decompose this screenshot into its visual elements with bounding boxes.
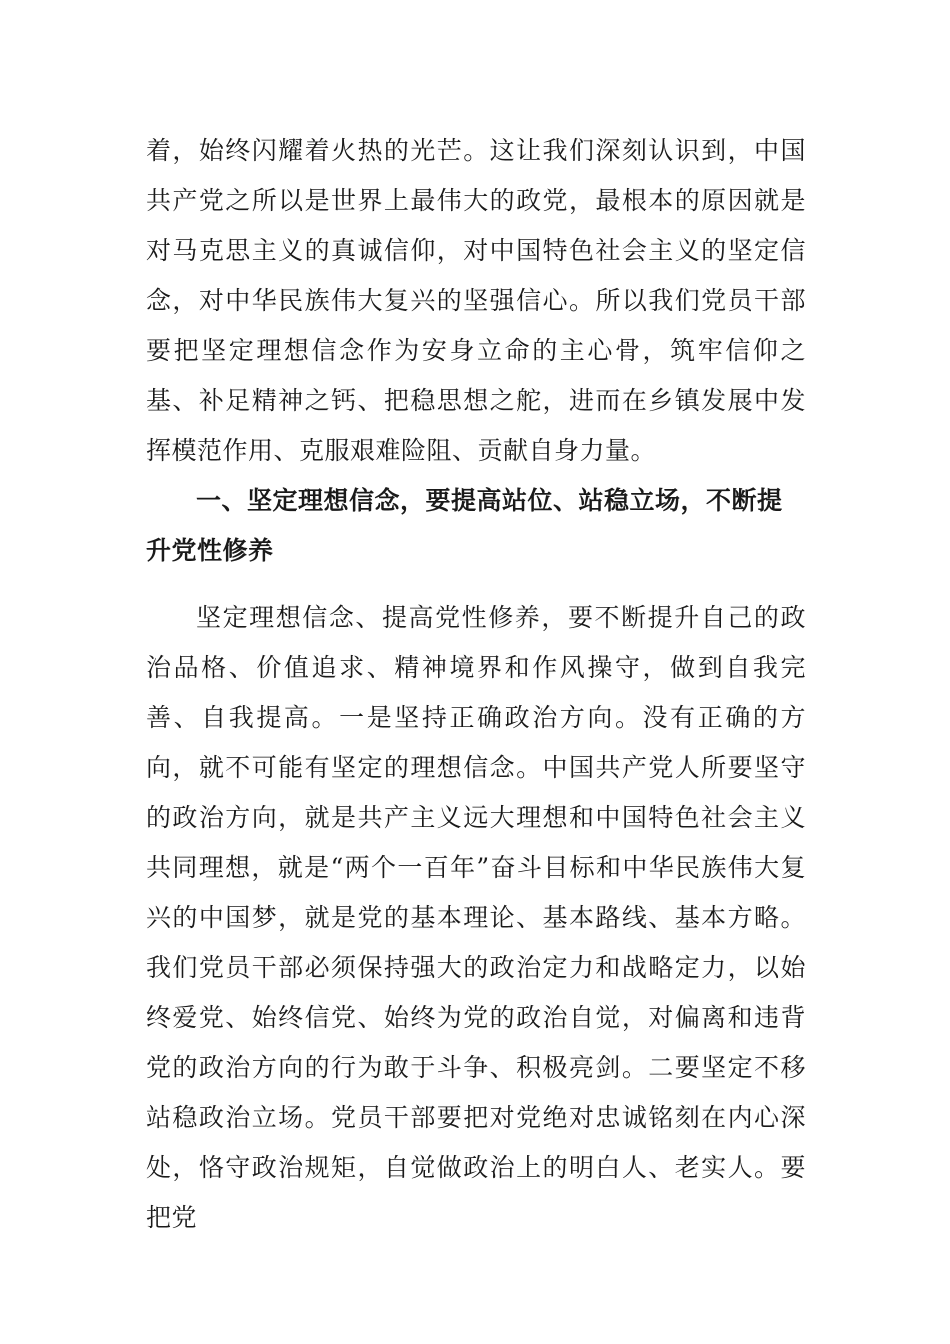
section-heading: 一、坚定理想信念，要提高站位、站稳立场，不断提升党性修养 <box>146 486 783 565</box>
section-body-paragraph: 坚定理想信念、提高党性修养，要不断提升自己的政治品格、价值追求、精神境界和作风操守，做到自我完善、自我提高。一是坚持正确政治方向。没有正确的方向，就不可能有坚定的理想信念。中国共产党人所要坚守的政治方向，就是共产主义远大理想和中国特色社会主义共同理想，就是“两个一百年”奋斗目标和中华民族伟大复兴的中国梦，就是党的基本理论、基本路线、基本方略。我们党员干部必须保持强大的政治定力和战略定力，以始终爱党、始终信党、始终为党的政治自觉，对偏离和违背党的政治方向的行为敢于斗争、积极亮剑。二要坚定不移站稳政治立场。党员干部要把对党绝对忠诚铭刻在内心深处，恪守政治规矩，自觉做政治上的明白人、老实人。要把党 <box>146 603 806 1232</box>
document-body <box>146 126 806 1243</box>
opening-paragraph: 着，始终闪耀着火热的光芒。这让我们深刻认识到，中国共产党之所以是世界上最伟大的政党，最根本的原因就是对马克思主义的真诚信仰，对中国特色社会主义的坚定信念，对中华民族伟大复兴的坚强信心。所以我们党员干部要把坚定理想信念作为安身立命的主心骨，筑牢信仰之基、补足精神之钙、把稳思想之舵，进而在乡镇发展中发挥模范作用、克服艰难险阻、贡献自身力量。 <box>146 136 806 465</box>
